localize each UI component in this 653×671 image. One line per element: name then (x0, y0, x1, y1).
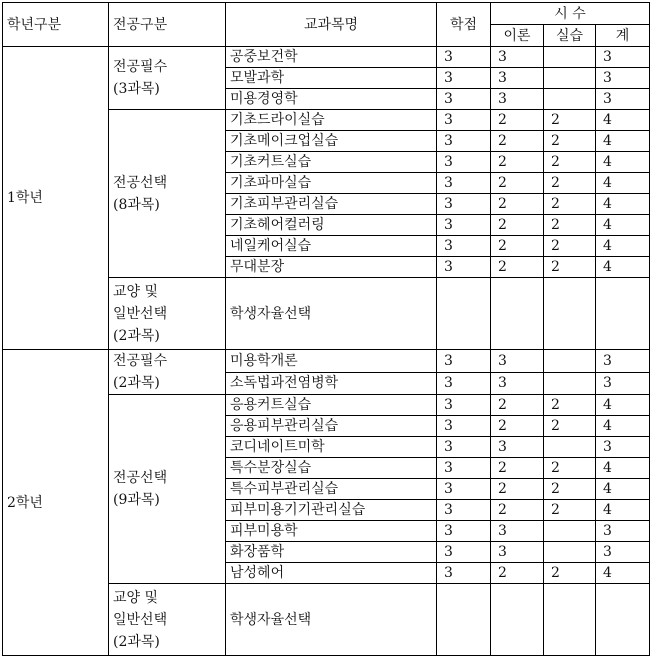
course-count-label: (2과목) (113, 375, 160, 391)
credits-cell: 3 (437, 458, 491, 479)
practice-cell: 2 (544, 257, 596, 278)
table-row (3, 350, 650, 373)
credits-cell: 3 (437, 131, 491, 152)
grade-label: 1학년 (3, 47, 109, 350)
course-name-cell: 미용경영학 (226, 89, 437, 110)
header-row (3, 3, 650, 25)
empty-cell (491, 584, 544, 656)
credits-cell: 3 (437, 236, 491, 257)
practice-cell (544, 68, 596, 89)
empty-cell (491, 278, 544, 350)
course-name-cell: 남성헤어 (226, 563, 437, 584)
total-cell: 4 (596, 110, 650, 131)
empty-cell (596, 278, 650, 350)
practice-cell (544, 350, 596, 373)
course-name-cell: 무대분장 (226, 257, 437, 278)
major-division-cell (109, 584, 226, 656)
major-division-cell (109, 350, 226, 395)
practice-cell: 2 (544, 563, 596, 584)
empty-cell (437, 278, 491, 350)
course-name-cell: 응용피부관리실습 (226, 416, 437, 437)
credits-cell: 3 (437, 215, 491, 236)
credits-cell: 3 (437, 47, 491, 68)
total-cell: 3 (596, 542, 650, 563)
course-name-cell: 화장품학 (226, 542, 437, 563)
major-division-cell (109, 395, 226, 584)
course-name-cell: 피부미용학 (226, 521, 437, 542)
practice-cell: 2 (544, 236, 596, 257)
header-credits: 학점 (437, 3, 491, 47)
empty-cell (544, 584, 596, 656)
practice-cell: 2 (544, 131, 596, 152)
header-theory: 이론 (491, 25, 544, 47)
practice-cell: 2 (544, 110, 596, 131)
course-name-cell: 응용커트실습 (226, 395, 437, 416)
theory-cell: 3 (491, 47, 544, 68)
course-count-label: (3과목) (113, 81, 160, 97)
practice-cell: 2 (544, 173, 596, 194)
practice-cell (544, 437, 596, 458)
credits-cell: 3 (437, 350, 491, 373)
header-hours: 시 수 (491, 3, 650, 25)
theory-cell: 2 (491, 194, 544, 215)
credits-cell: 3 (437, 372, 491, 395)
practice-cell (544, 521, 596, 542)
course-name-cell: 기초드라이실습 (226, 110, 437, 131)
practice-cell (544, 372, 596, 395)
major-division-cell (109, 47, 226, 110)
course-count-label: (2과목) (113, 327, 160, 344)
practice-cell (544, 542, 596, 563)
major-type-label-line1: 교양 및 (113, 589, 159, 606)
total-cell: 4 (596, 563, 650, 584)
theory-cell: 3 (491, 350, 544, 373)
course-name-cell: 기초커트실습 (226, 152, 437, 173)
practice-cell: 2 (544, 500, 596, 521)
course-name-cell: 기초메이크업실습 (226, 131, 437, 152)
course-name-cell: 특수분장실습 (226, 458, 437, 479)
header-practice: 실습 (544, 25, 596, 47)
major-type-label: 전공필수 (113, 353, 168, 369)
header-total: 계 (596, 25, 650, 47)
total-cell: 3 (596, 521, 650, 542)
practice-cell: 2 (544, 194, 596, 215)
theory-cell: 2 (491, 236, 544, 257)
course-name-cell: 코디네이트미학 (226, 437, 437, 458)
credits-cell: 3 (437, 521, 491, 542)
theory-cell: 2 (491, 257, 544, 278)
theory-cell: 2 (491, 416, 544, 437)
major-type-label: 전공필수 (113, 59, 168, 75)
credits-cell: 3 (437, 563, 491, 584)
practice-cell: 2 (544, 395, 596, 416)
major-division-cell (109, 110, 226, 278)
empty-cell (437, 584, 491, 656)
course-name-cell: 소독법과전염병학 (226, 372, 437, 395)
course-name-cell: 공중보건학 (226, 47, 437, 68)
header-major-division: 전공구분 (109, 3, 226, 47)
credits-cell: 3 (437, 542, 491, 563)
practice-cell (544, 47, 596, 68)
theory-cell: 2 (491, 215, 544, 236)
credits-cell: 3 (437, 416, 491, 437)
total-cell: 3 (596, 68, 650, 89)
course-name-cell: 기초피부관리실습 (226, 194, 437, 215)
theory-cell: 2 (491, 563, 544, 584)
major-type-label-line1: 교양 및 (113, 283, 159, 300)
major-type-label: 전공선택 (113, 470, 168, 486)
credits-cell: 3 (437, 194, 491, 215)
curriculum-table (2, 2, 650, 656)
credits-cell: 3 (437, 257, 491, 278)
credits-cell: 3 (437, 152, 491, 173)
major-type-label: 전공선택 (113, 174, 168, 191)
course-name-cell: 피부미용기기관리실습 (226, 500, 437, 521)
theory-cell: 2 (491, 479, 544, 500)
course-name-cell: 기초헤어컬러링 (226, 215, 437, 236)
total-cell: 4 (596, 416, 650, 437)
total-cell: 4 (596, 215, 650, 236)
course-name-cell: 네일케어실습 (226, 236, 437, 257)
total-cell: 4 (596, 479, 650, 500)
total-cell: 3 (596, 372, 650, 395)
practice-cell: 2 (544, 215, 596, 236)
practice-cell: 2 (544, 458, 596, 479)
course-count-label: (2과목) (113, 633, 160, 650)
major-division-cell (109, 278, 226, 350)
header-grade-division: 학년구분 (3, 3, 109, 47)
course-name-cell: 학생자율선택 (226, 278, 437, 350)
grade-label: 2학년 (3, 350, 109, 656)
theory-cell: 2 (491, 173, 544, 194)
credits-cell: 3 (437, 500, 491, 521)
total-cell: 3 (596, 350, 650, 373)
theory-cell: 3 (491, 372, 544, 395)
empty-cell (596, 584, 650, 656)
total-cell: 4 (596, 395, 650, 416)
credits-cell: 3 (437, 395, 491, 416)
practice-cell: 2 (544, 416, 596, 437)
theory-cell: 3 (491, 521, 544, 542)
total-cell: 4 (596, 152, 650, 173)
course-name-cell: 학생자율선택 (226, 584, 437, 656)
header-course-name: 교과목명 (226, 3, 437, 47)
table-row (3, 47, 650, 68)
theory-cell: 3 (491, 437, 544, 458)
total-cell: 4 (596, 194, 650, 215)
theory-cell: 3 (491, 89, 544, 110)
major-type-label-line2: 일반선택 (113, 305, 168, 322)
credits-cell: 3 (437, 68, 491, 89)
theory-cell: 2 (491, 395, 544, 416)
major-type-label-line2: 일반선택 (113, 611, 168, 628)
theory-cell: 2 (491, 131, 544, 152)
theory-cell: 2 (491, 500, 544, 521)
total-cell: 4 (596, 458, 650, 479)
theory-cell: 3 (491, 542, 544, 563)
total-cell: 3 (596, 437, 650, 458)
theory-cell: 2 (491, 458, 544, 479)
course-name-cell: 특수피부관리실습 (226, 479, 437, 500)
theory-cell: 2 (491, 152, 544, 173)
course-count-label: (9과목) (113, 492, 160, 508)
course-count-label: (8과목) (113, 196, 160, 213)
credits-cell: 3 (437, 173, 491, 194)
credits-cell: 3 (437, 437, 491, 458)
total-cell: 3 (596, 47, 650, 68)
credits-cell: 3 (437, 479, 491, 500)
empty-cell (544, 278, 596, 350)
total-cell: 3 (596, 89, 650, 110)
total-cell: 4 (596, 173, 650, 194)
practice-cell: 2 (544, 152, 596, 173)
total-cell: 4 (596, 131, 650, 152)
total-cell: 4 (596, 500, 650, 521)
total-cell: 4 (596, 257, 650, 278)
theory-cell: 3 (491, 68, 544, 89)
course-name-cell: 모발과학 (226, 68, 437, 89)
credits-cell: 3 (437, 89, 491, 110)
practice-cell (544, 89, 596, 110)
credits-cell: 3 (437, 110, 491, 131)
course-name-cell: 미용학개론 (226, 350, 437, 373)
practice-cell: 2 (544, 479, 596, 500)
total-cell: 4 (596, 236, 650, 257)
course-name-cell: 기초파마실습 (226, 173, 437, 194)
theory-cell: 2 (491, 110, 544, 131)
